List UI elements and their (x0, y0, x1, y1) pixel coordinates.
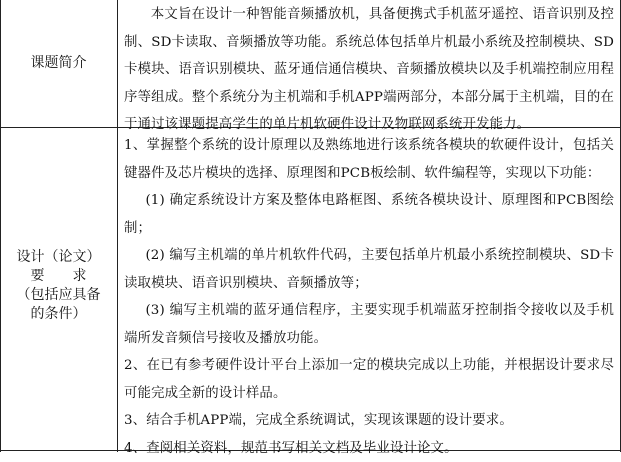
label-line: 要 求 (0, 267, 117, 286)
table-column-divider (117, 0, 118, 452)
label-line: 的条件） (0, 305, 117, 324)
row-label-intro: 课题简介 (0, 54, 117, 73)
requirements-text-cell (124, 132, 614, 462)
requirement-item: 2、在已有参考硬件设计平台上添加一定的模块完成以上功能，并根据设计要求尽可能完成全新的设计样品。 (124, 352, 614, 407)
row-label-requirements (0, 248, 117, 324)
intro-paragraph: 本文旨在设计一种智能音频播放机，具备便携式手机蓝牙遥控、语音识别及控制、SD卡读取、音频播放等功能。系统总体包括单片机最小系统及控制模块、SD卡模块、语音识别模块、蓝牙通信通信模块、音频播放模块以及手机端控制应用程序等组成。整个系统分为主机端和手机APP端两部分，本部分属于主机端，目的在于通过该课题提高学生的单片机软硬件设计及物联网系统开发能力。 (124, 1, 614, 139)
requirement-subitem: (1) 确定系统设计方案及整体电路框图、系统各模块设计、原理图和PCB图绘制； (124, 187, 614, 242)
label-line: （包括应具备 (0, 286, 117, 305)
requirement-subitem: (3) 编写主机端的蓝牙通信程序，主要实现手机端蓝牙控制指令接收以及手机端所发音频信号接收及播放功能。 (124, 297, 614, 352)
requirement-item: 3、结合手机APP端，完成全系统调试，实现该课题的设计要求。 (124, 407, 614, 435)
requirement-item: 1、掌握整个系统的设计原理以及熟练地进行该系统各模块的软硬件设计，包括关键器件及芯片模块的选择、原理图和PCB板绘制、软件编程等，实现以下功能： (124, 132, 614, 187)
label-line: 设计（论文） (0, 248, 117, 267)
requirement-subitem: (2) 编写主机端的单片机软件代码，主要包括单片机最小系统控制模块、SD卡读取模块、语音识别模块、音频播放等； (124, 242, 614, 297)
requirement-item: 4、查阅相关资料，规范书写相关文档及毕业设计论文。 (124, 435, 614, 462)
intro-text-cell (124, 1, 614, 139)
